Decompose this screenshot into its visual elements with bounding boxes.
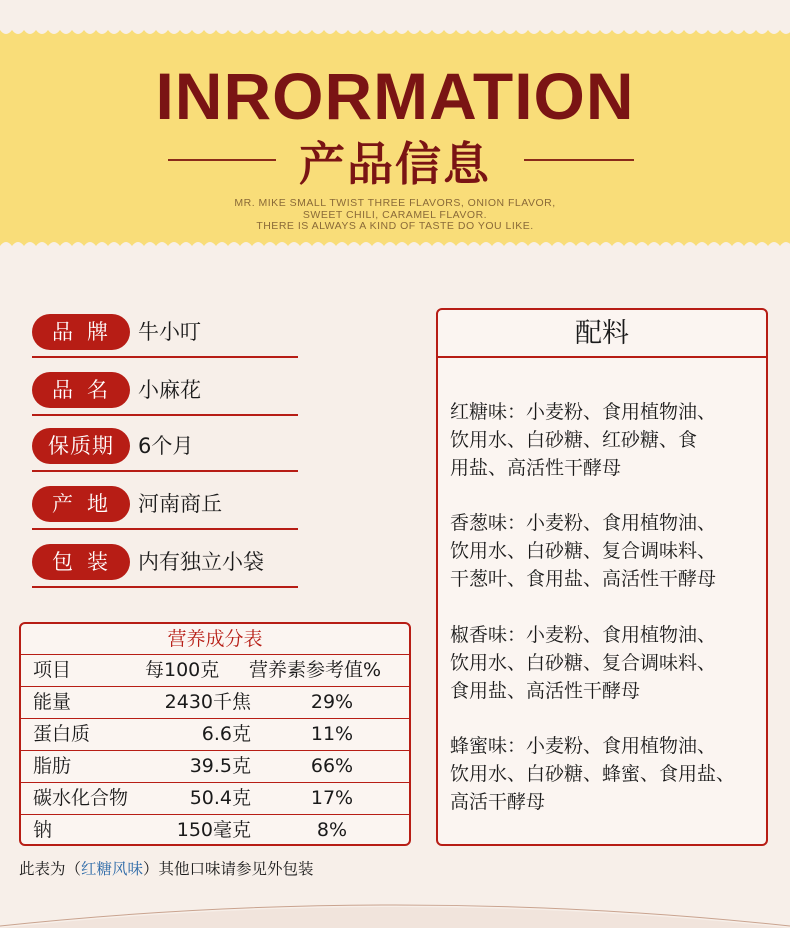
table-footnote [19, 857, 314, 879]
title-divider-right [524, 159, 634, 161]
ingredient-line: 椒香味：小麦粉、食用植物油、 [450, 624, 717, 646]
ingredients-title: 配料 [438, 310, 766, 358]
ingredient-line: 高活干酵母 [450, 791, 546, 813]
table-row [21, 686, 409, 718]
nutrient-name: 蛋白质 [33, 723, 91, 745]
info-value-origin: 河南商丘 [138, 492, 222, 516]
header-band [0, 0, 790, 262]
footnote-suffix: ）其他口味请参见外包装 [143, 860, 314, 878]
header-subtitle [0, 198, 790, 233]
nutrient-amount: 39.5克 [189, 755, 251, 777]
table-row [21, 750, 409, 782]
header-wave-top [0, 0, 790, 40]
ingredient-line: 蜂蜜味：小麦粉、食用植物油、 [450, 735, 717, 757]
info-divider [32, 528, 298, 530]
info-value-product-name: 小麻花 [138, 378, 201, 402]
nutrient-nrv: 66% [310, 755, 354, 777]
nutrient-nrv: 17% [310, 787, 354, 809]
nutrient-name: 钠 [33, 819, 53, 841]
header-item: 项目 [33, 659, 72, 681]
header-wave-bottom [0, 238, 790, 264]
ingredients-brown-sugar [450, 398, 768, 482]
nutrient-nrv: 11% [310, 723, 354, 745]
ingredient-line: 饮用水、白砂糖、红砂糖、食 [450, 429, 698, 451]
info-label-origin: 产地 [32, 486, 130, 522]
ingredient-line: 饮用水、白砂糖、复合调味料、 [450, 540, 717, 562]
ingredients-box [436, 308, 768, 846]
info-label-shelf-life: 保质期 [32, 428, 130, 464]
nutrient-nrv: 29% [310, 691, 354, 713]
nutrient-nrv: 8% [316, 819, 348, 841]
ingredient-line: 饮用水、白砂糖、蜂蜜、食用盐、 [450, 763, 736, 785]
nutrition-table-title: 营养成分表 [167, 628, 263, 650]
footnote-prefix: 此表为（ [19, 860, 82, 878]
ingredients-honey [450, 732, 768, 816]
info-divider [32, 414, 298, 416]
title-english: INRORMATION [155, 59, 635, 133]
ingredients-pepper [450, 621, 768, 705]
info-value-brand: 牛小叮 [138, 320, 201, 344]
info-row-packaging [32, 536, 298, 588]
info-value-packaging: 内有独立小袋 [138, 550, 264, 574]
footnote-flavor-highlight: 红糖风味 [81, 860, 144, 878]
title-chinese-row [0, 128, 790, 191]
ingredient-line: 红糖味：小麦粉、食用植物油、 [450, 401, 717, 423]
info-divider [32, 356, 298, 358]
subtitle-line: THERE IS ALWAYS A KIND OF TASTE DO YOU LIKE. [256, 220, 534, 232]
ingredient-line: 饮用水、白砂糖、复合调味料、 [450, 652, 717, 674]
ingredient-line: 用盐、高活性干酵母 [450, 457, 622, 479]
table-row [21, 782, 409, 814]
nutrient-name: 脂肪 [33, 755, 72, 777]
nutrient-amount: 6.6克 [201, 723, 251, 745]
table-row [21, 814, 409, 846]
info-label-packaging: 包装 [32, 544, 130, 580]
info-label-brand: 品牌 [32, 314, 130, 350]
ingredient-line: 香葱味：小麦粉、食用植物油、 [450, 512, 717, 534]
title-chinese: 产品信息 [299, 137, 491, 191]
header-nrv: 营养素参考值% [249, 659, 382, 681]
info-value-shelf-life: 6个月 [138, 434, 194, 458]
info-row-origin [32, 478, 298, 530]
nutrient-name: 能量 [33, 691, 72, 713]
nutrient-name: 碳水化合物 [33, 787, 129, 809]
nutrition-table [19, 622, 411, 846]
nutrient-amount: 2430千焦 [164, 691, 251, 713]
info-row-product-name [32, 364, 298, 416]
info-label-product-name: 品名 [32, 372, 130, 408]
info-row-brand [32, 306, 298, 358]
subtitle-line: SWEET CHILI, CARAMEL FLAVOR. [302, 208, 488, 221]
header-per-100g: 每100克 [145, 659, 220, 681]
info-divider [32, 470, 298, 472]
decorative-bottom-arc [0, 896, 790, 928]
ingredient-line: 干葱叶、食用盐、高活性干酵母 [450, 568, 717, 590]
info-divider [32, 586, 298, 588]
subtitle-line: MR. MIKE SMALL TWIST THREE FLAVORS, ONION FLAVOR, [234, 197, 556, 209]
ingredient-line: 食用盐、高活性干酵母 [450, 680, 641, 702]
nutrition-header-row [21, 654, 409, 686]
info-row-shelf-life [32, 420, 298, 472]
nutrient-amount: 50.4克 [189, 787, 251, 809]
ingredients-scallion [450, 509, 768, 593]
nutrient-amount: 150毫克 [176, 819, 251, 841]
table-row [21, 718, 409, 750]
